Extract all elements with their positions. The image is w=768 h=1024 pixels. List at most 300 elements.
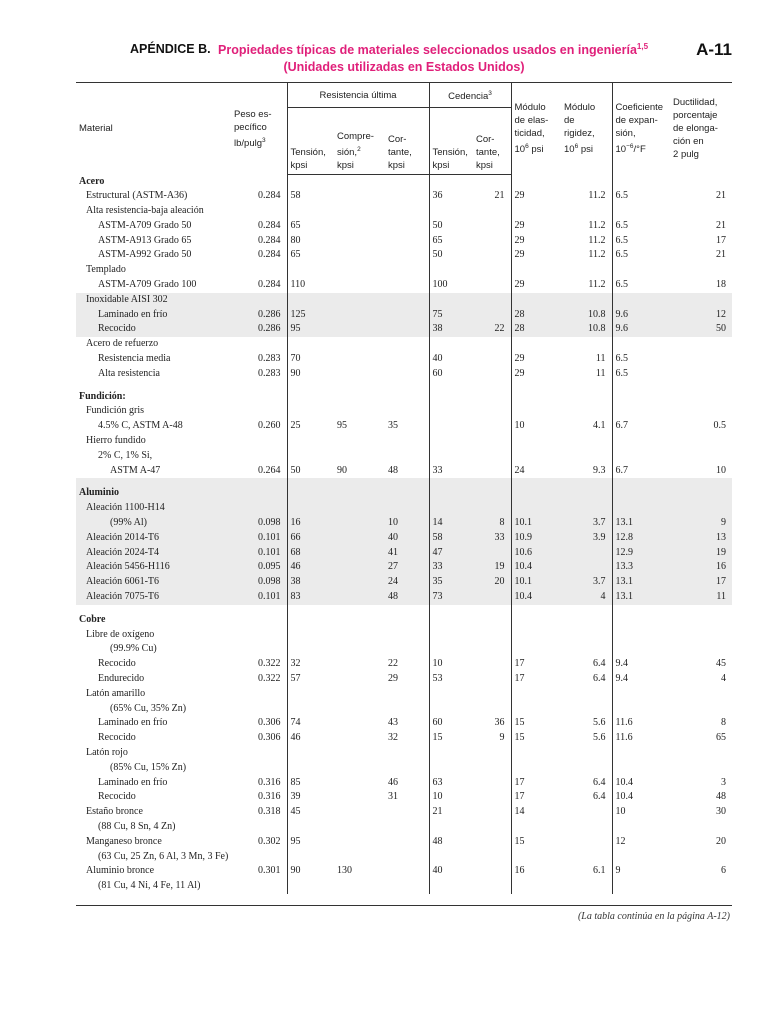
cell-a: 6.5 <box>612 219 670 234</box>
cell-c <box>334 731 385 746</box>
cell-g: 3.9 <box>561 531 612 546</box>
cell-c <box>334 322 385 337</box>
cell-g <box>561 746 612 761</box>
cell-t <box>287 404 334 419</box>
table-row <box>76 613 732 628</box>
cell-d: 6 <box>721 865 727 877</box>
table-row <box>76 776 732 791</box>
cell-t <box>287 879 334 894</box>
cell-material: Cobre <box>79 613 106 625</box>
table-row <box>76 672 732 687</box>
cell-e: 10.4 <box>511 590 561 605</box>
table-row <box>76 731 732 746</box>
cell-e: 29 <box>511 352 561 367</box>
cell-s <box>385 204 429 219</box>
cell-g <box>561 560 612 575</box>
table-row <box>76 434 732 449</box>
cell-c <box>334 189 385 204</box>
cell-yt: 53 <box>429 672 473 687</box>
table-row <box>76 575 732 590</box>
cell-ys <box>473 613 511 628</box>
cell-ys <box>473 835 511 850</box>
cell-a <box>612 478 670 486</box>
cell-s <box>385 293 429 308</box>
cell-w <box>231 501 287 516</box>
cell-t: 65 <box>287 248 334 263</box>
cell-g: 3.7 <box>561 516 612 531</box>
cell-d: 17 <box>716 234 727 246</box>
table-row <box>76 390 732 405</box>
cell-d: 13 <box>670 531 732 546</box>
cell-e: 24 <box>511 464 561 479</box>
cell-g <box>561 820 612 835</box>
cell-g <box>561 404 612 419</box>
cell-ys <box>473 850 511 865</box>
cell-material: ASTM-A913 Grado 65 <box>98 234 192 246</box>
cell-s <box>385 337 429 352</box>
cell-a: 6.7 <box>612 419 670 434</box>
col-expansion-l3: sión, <box>615 128 636 140</box>
table-row <box>76 449 732 464</box>
cell-t <box>287 478 334 486</box>
cell-ys: 33 <box>473 531 511 546</box>
cell-c <box>334 382 385 390</box>
cell-w: 0.098 <box>231 516 287 531</box>
cell-ys <box>473 449 511 464</box>
col-expansion-sup: −6 <box>626 143 634 151</box>
cell-e: 17 <box>511 657 561 672</box>
cell-a: 6.5 <box>612 189 670 204</box>
cell-e <box>511 628 561 643</box>
cell-material: Aleación 2024-T4 <box>76 546 231 561</box>
cell-ys <box>473 308 511 323</box>
cell-s <box>385 234 429 249</box>
cell-c <box>334 516 385 531</box>
col-yield-tension-l2: kpsi <box>432 160 450 171</box>
cell-t <box>287 850 334 865</box>
cell-material: ASTM-A709 Grado 50 <box>98 219 192 231</box>
cell-a <box>612 702 670 717</box>
col-expansion <box>612 83 670 175</box>
cell-d: 17 <box>670 575 732 590</box>
cell-material: Recocido <box>98 791 136 803</box>
col-weight-l2: pecífico <box>234 121 267 133</box>
cell-ys <box>473 761 511 776</box>
table-row <box>76 464 732 479</box>
cell-yt: 60 <box>429 716 473 731</box>
cell-material: Hierro fundido <box>86 435 146 447</box>
col-group-yield-sup: 3 <box>488 89 492 97</box>
col-rigidity-l4: 10 <box>564 144 575 156</box>
col-yield-tension <box>429 108 473 175</box>
cell-e <box>511 746 561 761</box>
cell-d <box>670 879 732 894</box>
table-row <box>76 628 732 643</box>
cell-w: 0.284 <box>258 249 281 261</box>
cell-t: 83 <box>287 590 334 605</box>
cell-yt <box>429 879 473 894</box>
cell-d: 18 <box>716 279 727 291</box>
col-ductility-l1: Ductilidad, <box>673 97 718 109</box>
cell-c <box>334 575 385 590</box>
cell-t <box>287 613 334 628</box>
cell-ys <box>473 590 511 605</box>
cell-a: 9 <box>612 864 670 879</box>
cell-w <box>231 390 287 405</box>
cell-t: 90 <box>287 367 334 382</box>
table-row <box>76 501 732 516</box>
cell-material: Recocido <box>98 732 136 744</box>
cell-w <box>231 175 287 190</box>
cell-g <box>561 687 612 702</box>
cell-g <box>561 478 612 486</box>
cell-a <box>612 501 670 516</box>
cell-d: 21 <box>716 190 727 202</box>
cell-s <box>385 189 429 204</box>
cell-material: Endurecido <box>98 673 145 684</box>
cell-e: 10.1 <box>511 516 561 531</box>
properties-table <box>76 82 732 894</box>
cell-e <box>511 605 561 613</box>
cell-s: 48 <box>388 464 398 476</box>
col-group-yield <box>429 83 511 108</box>
cell-t: 38 <box>287 575 334 590</box>
cell-g <box>561 850 612 865</box>
col-yield-shear-l1: Cor- <box>476 134 495 145</box>
cell-a <box>612 390 670 405</box>
col-group-ultimate-label: Resistencia última <box>319 89 397 101</box>
col-group-yield-label: Cedencia <box>448 91 489 103</box>
cell-e <box>511 501 561 516</box>
cell-g <box>561 879 612 894</box>
cell-t <box>287 263 334 278</box>
cell-e <box>511 390 561 405</box>
cell-g <box>561 805 612 820</box>
cell-material: (99.9% Cu) <box>110 643 157 655</box>
cell-t <box>287 746 334 761</box>
cell-w: 0.286 <box>231 322 287 337</box>
cell-ys: 22 <box>473 322 511 337</box>
cell-a <box>612 204 670 219</box>
cell-yt: 40 <box>429 864 473 879</box>
cell-e: 28 <box>511 308 561 323</box>
cell-ys <box>473 219 511 234</box>
cell-d <box>670 337 732 352</box>
cell-w: 0.322 <box>258 658 281 670</box>
cell-material: Laminado en frío <box>98 717 168 729</box>
cell-a <box>612 175 670 190</box>
cell-g: 3.7 <box>561 575 612 590</box>
cell-e <box>511 204 561 219</box>
cell-e: 17 <box>511 672 561 687</box>
cell-ys <box>473 478 511 486</box>
cell-yt: 15 <box>429 731 473 746</box>
cell-d <box>670 628 732 643</box>
cell-s <box>385 478 429 486</box>
cell-material: ASTM-A992 Grado 50 <box>98 249 192 261</box>
cell-d <box>670 382 732 390</box>
cell-yt <box>429 263 473 278</box>
col-weight-l3: lb/pulg <box>234 137 262 149</box>
cell-w: 0.260 <box>258 420 281 432</box>
cell-s <box>385 278 429 293</box>
cell-g <box>561 761 612 776</box>
cell-a <box>612 434 670 449</box>
cell-material: Alta resistencia-baja aleación <box>86 205 204 217</box>
table-title-sup: 1,5 <box>636 42 649 51</box>
cell-s <box>385 864 429 879</box>
col-ductility-l4: ción en <box>673 136 704 148</box>
cell-t <box>287 449 334 464</box>
cell-g <box>561 835 612 850</box>
col-expansion-l1: Coeficiente <box>615 102 664 114</box>
cell-c <box>334 234 385 249</box>
col-ductility-l5: 2 pulg <box>673 149 699 161</box>
cell-e: 15 <box>511 835 561 850</box>
table-row <box>76 516 732 531</box>
cell-yt <box>429 478 473 486</box>
cell-d: 12 <box>670 308 732 323</box>
cell-w: 0.095 <box>231 560 287 575</box>
cell-t: 46 <box>287 560 334 575</box>
cell-t: 90 <box>287 864 334 879</box>
cell-material: (85% Cu, 15% Zn) <box>110 761 187 773</box>
cell-material: Laminado en frío <box>98 776 168 788</box>
cell-c: 95 <box>337 420 347 432</box>
cell-w: 0.283 <box>258 367 281 379</box>
cell-t: 25 <box>287 419 334 434</box>
table-head <box>76 83 732 175</box>
cell-c <box>334 628 385 643</box>
table-title <box>218 42 648 57</box>
cell-ys <box>473 605 511 613</box>
cell-w: 0.098 <box>231 575 287 590</box>
cell-ys <box>473 278 511 293</box>
cell-a: 6.5 <box>612 248 670 263</box>
cell-d: 3 <box>721 776 727 788</box>
col-yield-shear-l2: tante, <box>476 147 500 158</box>
cell-w <box>231 605 287 613</box>
cell-s <box>385 879 429 894</box>
col-elastic-l1: Módulo <box>514 102 546 114</box>
cell-t <box>287 820 334 835</box>
cell-w: 0.284 <box>258 234 281 246</box>
cell-ys <box>473 879 511 894</box>
cell-yt: 48 <box>429 835 473 850</box>
cell-d <box>670 390 732 405</box>
cell-material: (81 Cu, 4 Ni, 4 Fe, 11 Al) <box>98 880 201 892</box>
cell-d: 11 <box>670 590 732 605</box>
cell-a: 6.5 <box>612 234 670 249</box>
cell-g: 6.4 <box>593 791 606 803</box>
cell-s <box>385 835 429 850</box>
cell-ys <box>473 352 511 367</box>
cell-d: 10 <box>716 464 727 476</box>
table-row <box>76 367 732 382</box>
section-spacer <box>76 478 732 486</box>
cell-d <box>670 293 732 308</box>
table-subtitle: (Unidades utilizadas en Estados Unidos) <box>283 60 525 74</box>
col-rigidity-l1: Módulo <box>564 102 596 114</box>
cell-material: Resistencia media <box>98 353 171 365</box>
cell-d: 4 <box>721 673 727 684</box>
cell-w: 0.316 <box>258 791 281 803</box>
cell-yt <box>429 390 473 405</box>
cell-g: 11.2 <box>588 249 606 261</box>
cell-a: 13.1 <box>612 575 670 590</box>
cell-a: 9.6 <box>612 322 670 337</box>
col-elastic <box>511 83 561 175</box>
cell-d <box>670 478 732 486</box>
cell-a: 12.8 <box>612 531 670 546</box>
cell-t <box>287 434 334 449</box>
cell-d <box>670 486 732 501</box>
cell-e <box>511 820 561 835</box>
table-body <box>76 175 732 894</box>
cell-c <box>334 449 385 464</box>
cell-e: 10.4 <box>511 560 561 575</box>
cell-d: 21 <box>716 249 727 261</box>
table-row <box>76 560 732 575</box>
cell-d <box>670 687 732 702</box>
cell-s <box>385 501 429 516</box>
cell-e <box>511 486 561 501</box>
cell-yt <box>429 850 473 865</box>
cell-yt <box>429 486 473 501</box>
cell-c <box>334 820 385 835</box>
cell-t <box>287 702 334 717</box>
table-row <box>76 219 732 234</box>
cell-d: 21 <box>716 219 727 231</box>
cell-a: 11.6 <box>612 716 670 731</box>
cell-c <box>334 835 385 850</box>
cell-c <box>334 879 385 894</box>
cell-t <box>287 337 334 352</box>
col-rigidity-l5: psi <box>578 144 594 156</box>
cell-w: 0.284 <box>258 279 281 291</box>
col-weight-sup: 3 <box>262 136 266 144</box>
cell-g <box>561 486 612 501</box>
cell-g: 4.1 <box>593 420 606 432</box>
cell-material: (88 Cu, 8 Sn, 4 Zn) <box>98 820 176 832</box>
cell-material: Latón rojo <box>86 746 128 758</box>
cell-w <box>231 879 287 894</box>
cell-e: 10.9 <box>511 531 561 546</box>
cell-d <box>670 352 732 367</box>
cell-yt: 65 <box>429 234 473 249</box>
cell-ys: 19 <box>473 560 511 575</box>
cell-w: 0.283 <box>258 353 281 365</box>
cell-t <box>287 687 334 702</box>
cell-g: 11 <box>595 367 606 379</box>
cell-w: 0.301 <box>258 865 281 877</box>
cell-w <box>231 820 287 835</box>
cell-s <box>385 248 429 263</box>
cell-a <box>612 486 670 501</box>
cell-g <box>561 204 612 219</box>
cell-s <box>385 367 429 382</box>
cell-g <box>561 501 612 516</box>
cell-material: Aleación 1100-H14 <box>76 501 231 516</box>
cell-yt <box>429 501 473 516</box>
cell-s <box>385 404 429 419</box>
cell-t: 50 <box>287 464 334 479</box>
cell-e: 15 <box>511 716 561 731</box>
cell-t: 74 <box>287 716 334 731</box>
col-compression-l2: sión, <box>337 147 358 158</box>
col-material <box>76 83 231 175</box>
cell-a <box>612 293 670 308</box>
cell-e: 29 <box>511 248 561 263</box>
cell-s: 31 <box>388 791 398 803</box>
col-compression-l3: kpsi <box>337 160 354 171</box>
cell-ys: 21 <box>494 190 505 202</box>
cell-material: Estructural (ASTM-A36) <box>86 190 188 202</box>
col-rigidity-sup: 6 <box>574 143 579 151</box>
cell-g <box>561 175 612 190</box>
col-expansion-l2: de expan- <box>615 115 658 127</box>
table-row <box>76 404 732 419</box>
cell-d: 65 <box>716 732 727 744</box>
cell-ys <box>473 864 511 879</box>
cell-c <box>334 761 385 776</box>
cell-yt: 21 <box>429 805 473 820</box>
cell-yt <box>429 337 473 352</box>
cell-t <box>287 628 334 643</box>
cell-w: 0.264 <box>258 464 281 476</box>
cell-material: Fundición: <box>79 390 126 402</box>
cell-c <box>334 716 385 731</box>
cell-w <box>231 613 287 628</box>
cell-e <box>511 642 561 657</box>
cell-e <box>511 175 561 190</box>
col-yield-shear-l3: kpsi <box>476 160 493 171</box>
cell-ys <box>473 367 511 382</box>
cell-w: 0.316 <box>258 776 281 788</box>
col-rigidity-l2: de <box>564 115 575 127</box>
cell-w <box>231 337 287 352</box>
cell-s <box>385 850 429 865</box>
cell-t <box>287 642 334 657</box>
cell-g <box>561 382 612 390</box>
table-row <box>76 850 732 865</box>
cell-yt <box>429 746 473 761</box>
cell-g <box>561 449 612 464</box>
table-row <box>76 189 732 204</box>
table-row <box>76 642 732 657</box>
cell-s <box>385 746 429 761</box>
cell-c <box>334 352 385 367</box>
cell-d: 20 <box>716 835 727 847</box>
table-row <box>76 546 732 561</box>
cell-e <box>511 702 561 717</box>
cell-s <box>385 761 429 776</box>
cell-ys <box>473 404 511 419</box>
cell-ys: 8 <box>473 516 511 531</box>
cell-c <box>334 404 385 419</box>
cell-d: 0.5 <box>713 420 727 432</box>
cell-t <box>287 204 334 219</box>
cell-w: 0.101 <box>231 531 287 546</box>
cell-d <box>670 613 732 628</box>
cell-ys <box>473 337 511 352</box>
cell-g: 9.3 <box>593 464 606 476</box>
cell-ys <box>473 672 511 687</box>
cell-g <box>561 613 612 628</box>
cell-t: 66 <box>287 531 334 546</box>
cell-t: 46 <box>287 731 334 746</box>
cell-e: 10.6 <box>511 546 561 561</box>
